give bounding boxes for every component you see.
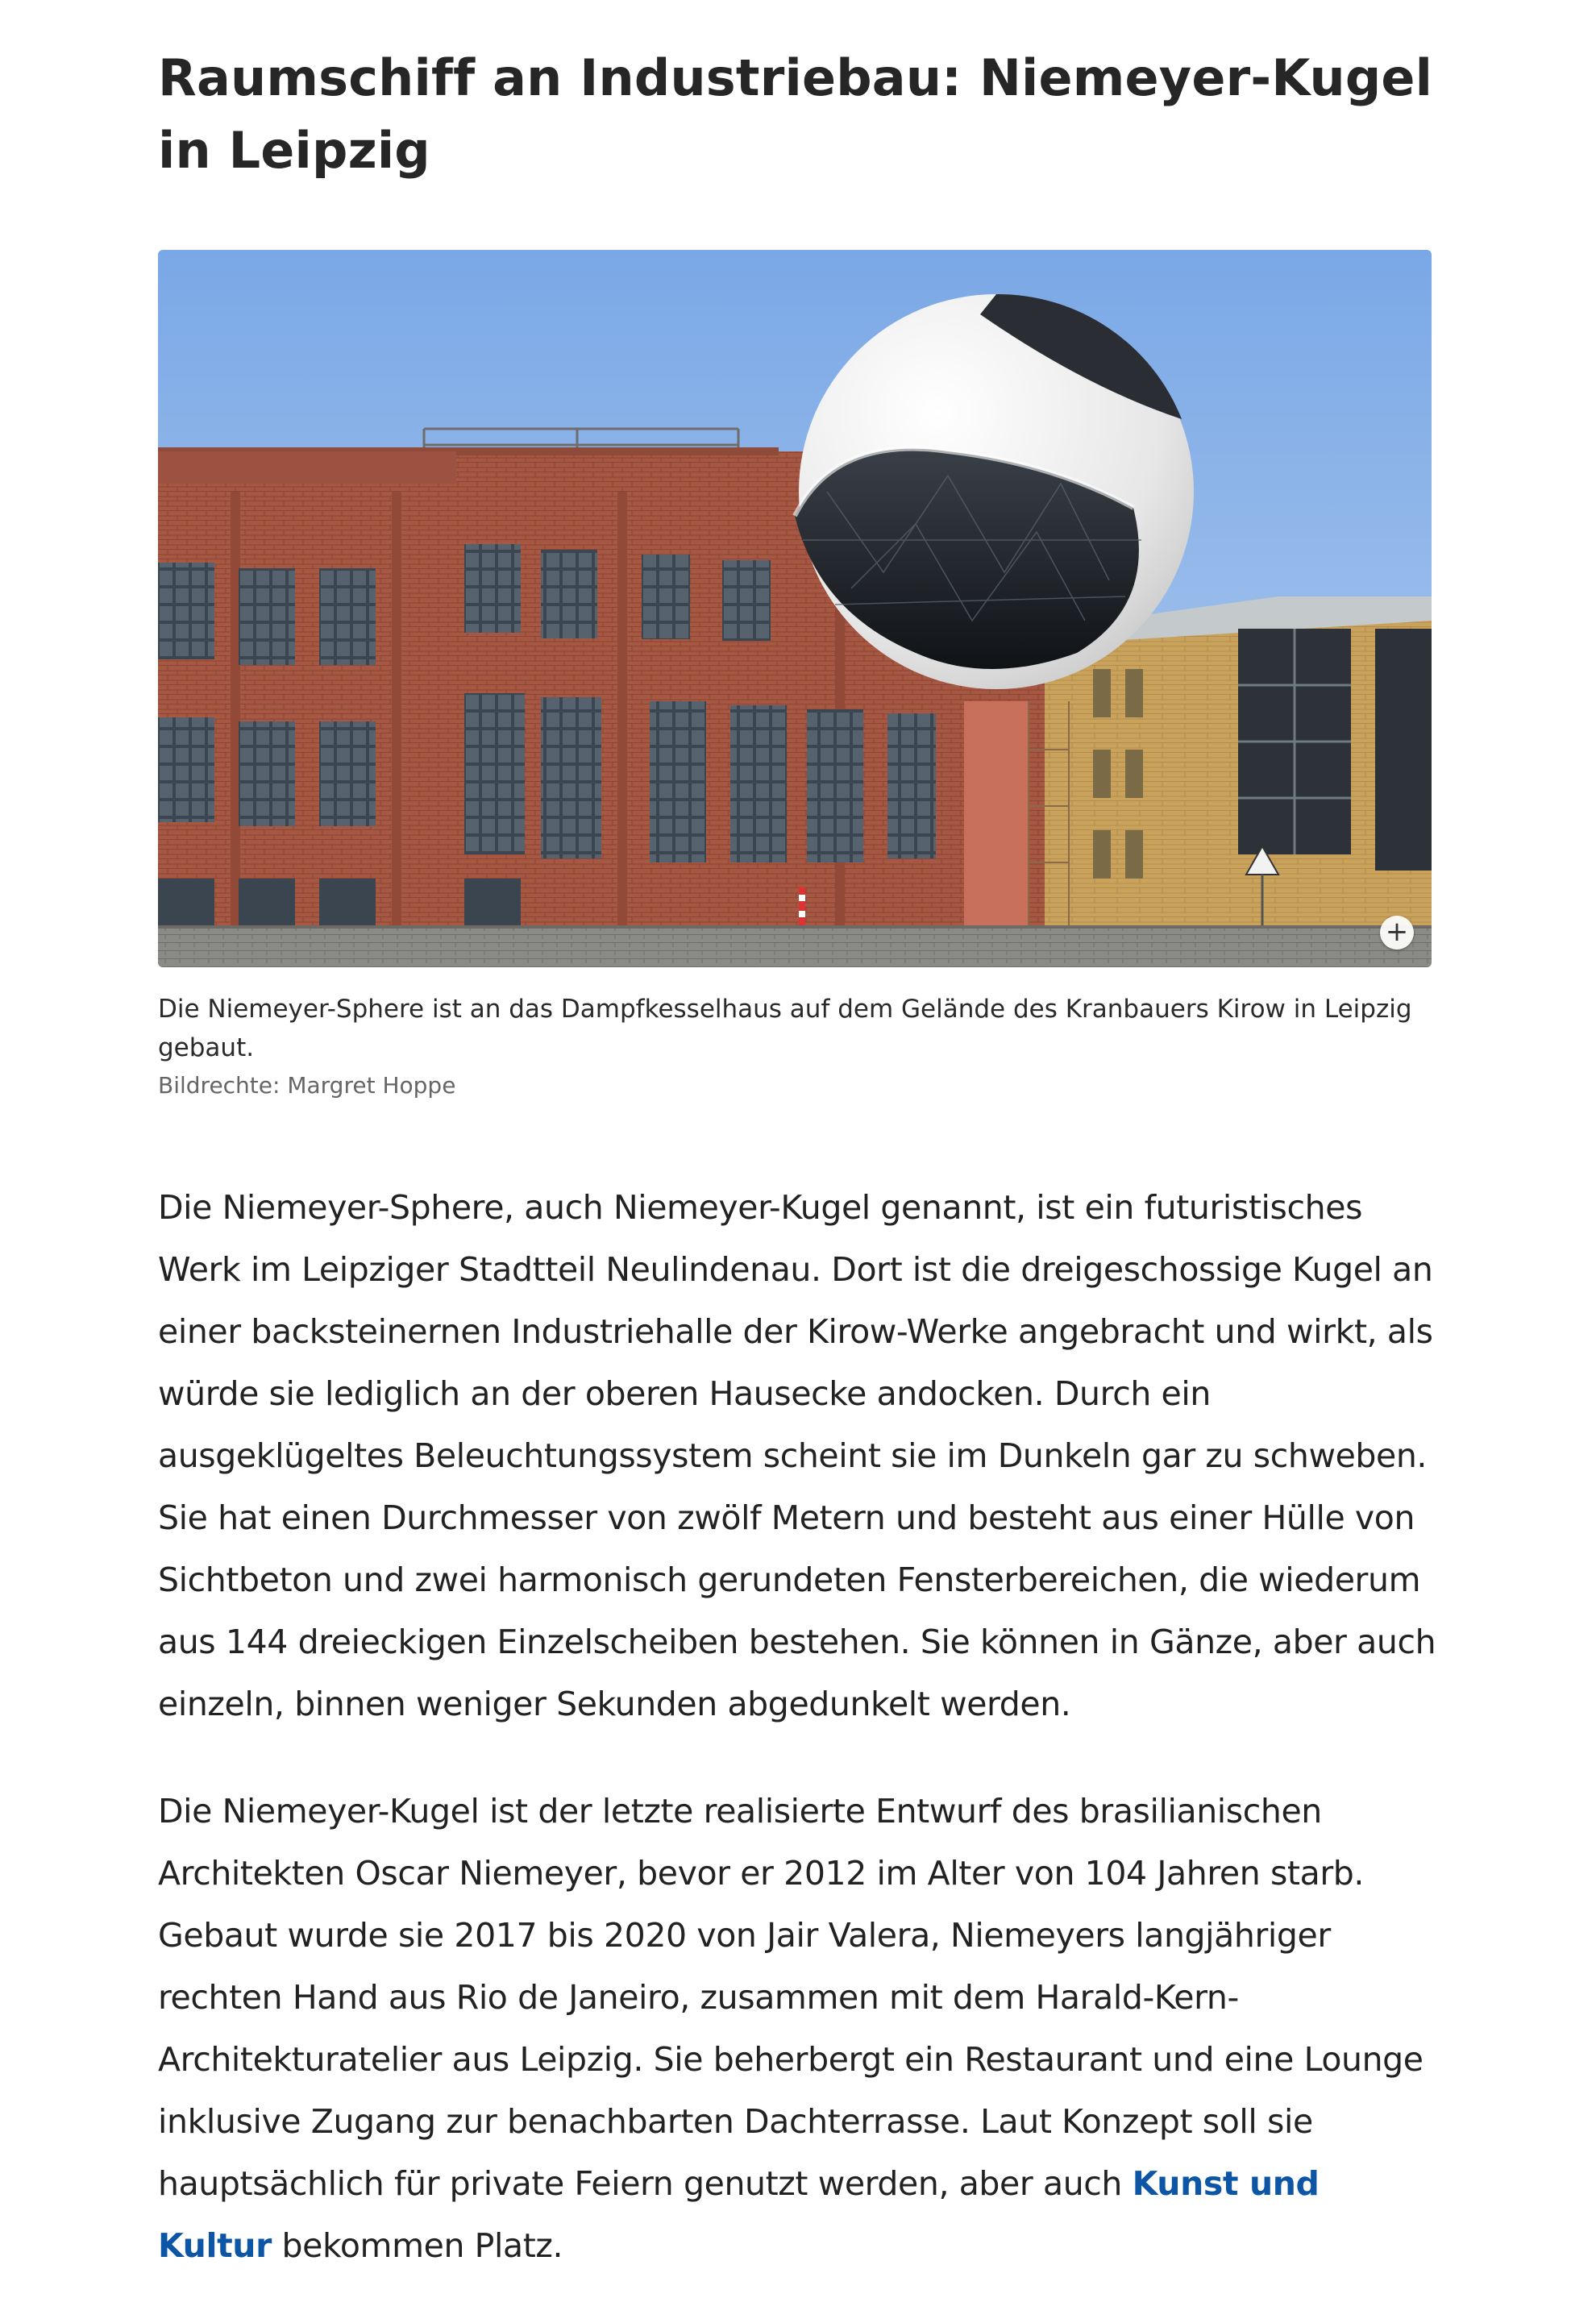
link-kunst-und-kultur[interactable]: Kunst und Kultur [158, 2164, 1320, 2265]
sphere-building-photo [158, 250, 1432, 967]
article-image[interactable] [158, 250, 1432, 967]
plus-icon: + [1385, 916, 1409, 948]
paragraph-2-text-before-link: Die Niemeyer-Kugel ist der letzte realisierte Entwurf des brasilianischen Architekten Oscar Niemeyer, bevor er 2012 im Alter von 104 Jahren starb. Gebaut wurde sie 2017 bis 2020 von Jair Valera, Niemeyers langjähriger rechten Hand aus Rio de Janeiro, zusammen mit dem Harald-Kern-Architekturatelier aus Leipzig. Sie beherbergt ein Restaurant und eine Lounge inklusive Zugang zur benachbarten Dachterrasse. Laut Konzept soll sie hauptsächlich für private Feiern genutzt werden, aber auch [158, 1792, 1424, 2203]
article-headline: Raumschiff an Industriebau: Niemeyer-Kugel in Leipzig [158, 48, 1433, 180]
paragraph-1: Die Niemeyer-Sphere, auch Niemeyer-Kugel genannt, ist ein futuristisches Werk im Leipziger Stadtteil Neulindenau. Dort ist die dreigeschossige Kugel an einer backsteinernen Industriehalle der Kirow-Werke angebracht und wirkt, als würde sie lediglich an der oberen Hausecke andocken. Durch ein ausgeklügeltes Beleuchtungssystem scheint sie im Dunkeln gar zu schweben. Sie hat einen Durchmesser von zwölf Metern und besteht aus einer Hülle von Sichtbeton und zwei harmonisch gerundeten Fensterbereichen, die wiederum aus 144 dreieckigen Einzelscheiben bestehen. Sie können in Gänze, aber auch einzeln, binnen weniger Sekunden abgedunkelt werden. [158, 1188, 1436, 1723]
caption-text: Die Niemeyer-Sphere ist an das Dampfkesselhaus auf dem Gelände des Kranbauers Kirow in Leipzig gebaut. [158, 995, 1412, 1062]
paragraph-2 [158, 1781, 1440, 2277]
article-body [158, 1177, 1440, 2322]
zoom-image-button[interactable] [1380, 916, 1414, 950]
paragraph-2-text-after-link: bekommen Platz. [271, 2226, 563, 2265]
image-caption [158, 990, 1440, 1103]
image-credit: Bildrechte: Margret Hoppe [158, 1072, 456, 1099]
